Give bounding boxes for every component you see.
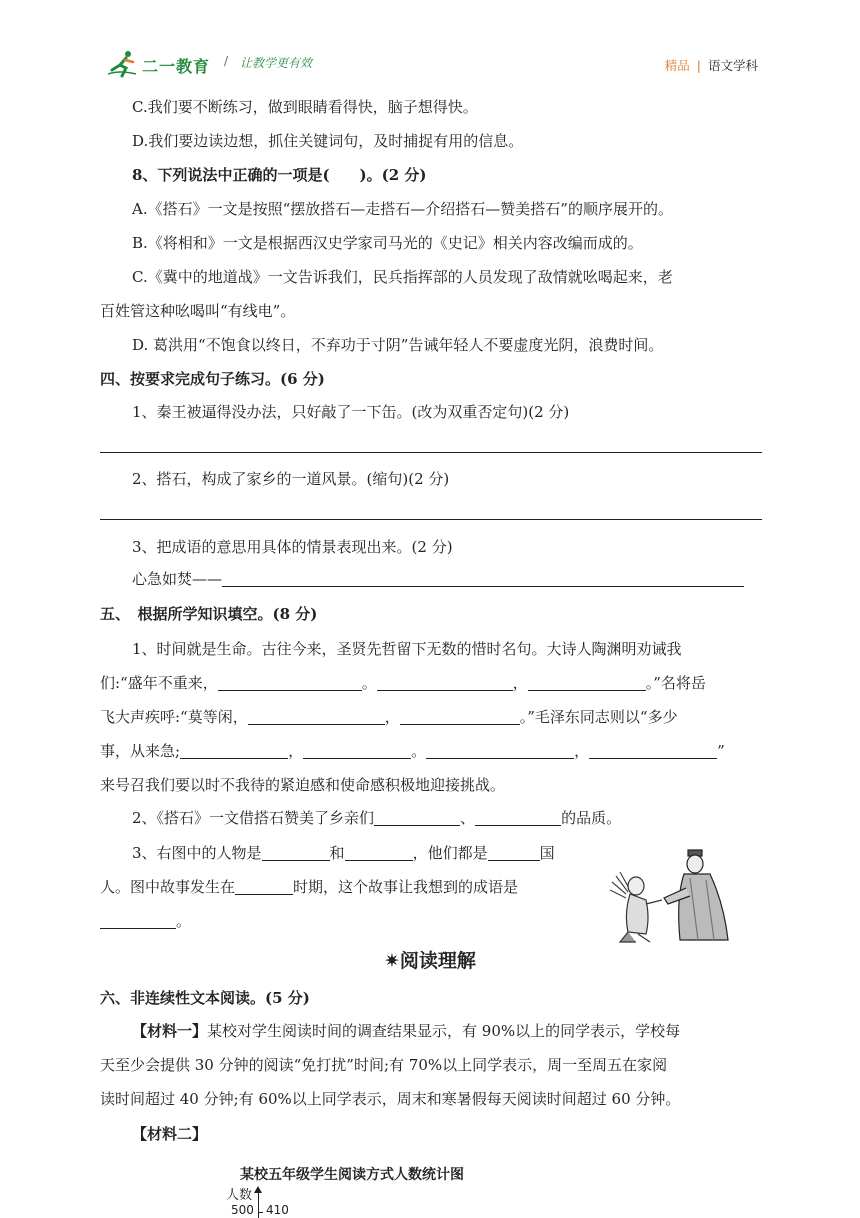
- text-fragment: 。: [176, 912, 192, 930]
- blank[interactable]: [180, 742, 288, 759]
- blank[interactable]: [100, 912, 176, 929]
- brand-name: 二一教育: [142, 57, 211, 76]
- text-fragment: 飞大声疾呼:“莫等闲，: [100, 708, 248, 726]
- text-fragment: 国: [539, 844, 555, 862]
- q8-option-c-line1: C.《冀中的地道战》一文告诉我们，民兵指挥部的人员发现了敌情就吆喝起来，老: [132, 268, 673, 286]
- q8-option-c-line2: 百姓管这种吆喝叫“有线电”。: [100, 302, 296, 320]
- chart-y-axis-label: 人数: [226, 1188, 253, 1203]
- blank[interactable]: [475, 809, 561, 826]
- blank[interactable]: [426, 742, 574, 759]
- section4-q3: 3、把成语的意思用具体的情景表现出来。(2 分): [132, 538, 453, 556]
- chart-y-tick-label: 500: [231, 1203, 254, 1217]
- q8-option-d: D. 葛洪用“不饱食以终日，不弃功于寸阴”告诫年轻人不要虚度光阴，浪费时间。: [132, 336, 664, 354]
- section4-q1: 1、秦王被逼得没办法，只好敲了一下缶。(改为双重否定句)(2 分): [132, 403, 570, 421]
- material1-line2: 天至少会提供 30 分钟的阅读“免打扰”时间;有 70%以上同学表示，周一至周五在家阅: [100, 1056, 668, 1074]
- text-fragment: 某校对学生阅读时间的调查结果显示，有 90%以上的同学表示，学校每: [207, 1022, 681, 1040]
- section5-q1-line1: 1、时间就是生命。古往今来，圣贤先哲留下无数的惜时名句。大诗人陶渊明劝诫我: [132, 640, 682, 658]
- reading-section-title: ✷阅读理解: [384, 950, 476, 972]
- text-fragment: ，: [288, 742, 304, 760]
- blank[interactable]: [303, 742, 411, 759]
- text-fragment: ，: [384, 708, 400, 726]
- answer-line-q2[interactable]: [100, 519, 762, 520]
- chart-y-tick-mark: [258, 1212, 263, 1213]
- header-subject: [665, 56, 758, 74]
- q8-option-a: A.《搭石》一文是按照“摆放搭石—走搭石—介绍搭石—赞美搭石”的顺序展开的。: [132, 200, 673, 218]
- material1-line3: 读时间超过 40 分钟;有 60%以上同学表示，周末和寒暑假每天阅读时间超过 60 分钟。: [100, 1090, 681, 1108]
- section5-q1-line2: [100, 673, 762, 693]
- text-fragment: 人。图中故事发生在: [100, 878, 236, 896]
- chart-y-axis: [258, 1188, 259, 1218]
- blank[interactable]: [262, 844, 330, 861]
- two-figures-image: [606, 848, 740, 946]
- answer-line-q1[interactable]: [100, 452, 762, 453]
- text-fragment: ，: [574, 742, 590, 760]
- text-fragment: 。: [361, 674, 377, 692]
- text-fragment: ，: [512, 674, 528, 692]
- idiom-prompt: 心急如焚——: [132, 570, 223, 588]
- q8-stem: 8、下列说法中正确的一项是( )。(2 分): [132, 166, 427, 184]
- text-fragment: ”: [717, 742, 725, 760]
- blank[interactable]: [248, 708, 385, 725]
- text-fragment: 3、右图中的人物是: [132, 844, 262, 862]
- section5-q1-line4: [100, 741, 762, 761]
- text-fragment: 事，从来急;: [100, 742, 181, 760]
- section5-q2: [132, 808, 762, 828]
- runner-logo-icon: [106, 50, 140, 78]
- blank[interactable]: [488, 844, 540, 861]
- idiom-blank[interactable]: [222, 570, 744, 587]
- q7-option-c: C.我们要不断练习，做到眼睛看得快，脑子想得快。: [132, 98, 478, 116]
- blank[interactable]: [235, 878, 293, 895]
- text-fragment: 时期，这个故事让我想到的成语是: [293, 878, 519, 896]
- text-fragment: 。: [411, 742, 427, 760]
- q8-option-b: B.《将相和》一文是根据西汉史学家司马光的《史记》相关内容改编而成的。: [132, 234, 643, 252]
- subject-label: 语文学科: [707, 58, 758, 73]
- blank[interactable]: [589, 742, 717, 759]
- chart-data-label: 410: [266, 1203, 289, 1217]
- page-header: [100, 44, 762, 84]
- section4-title: 四、按要求完成句子练习。(6 分): [100, 370, 325, 388]
- blank[interactable]: [528, 674, 646, 691]
- text-fragment: 的品质。: [561, 809, 622, 827]
- text-fragment: 。”毛泽东同志则以“多少: [519, 708, 678, 726]
- text-fragment: 和: [329, 844, 345, 862]
- text-fragment: 2、《搭石》一文借搭石赞美了乡亲们: [132, 809, 375, 827]
- blank[interactable]: [218, 674, 362, 691]
- question6-title: 六、非连续性文本阅读。(5 分): [100, 989, 310, 1007]
- blank[interactable]: [374, 809, 460, 826]
- blank[interactable]: [345, 844, 413, 861]
- section5-q1-line3: [100, 707, 762, 727]
- blank[interactable]: [377, 674, 513, 691]
- text-fragment: 、: [460, 809, 476, 827]
- material1-line1: [132, 1021, 762, 1041]
- material1-label: 【材料一】: [132, 1022, 208, 1040]
- brand-logo: [106, 48, 229, 82]
- header-divider: |: [696, 58, 701, 73]
- text-fragment: 们:“盛年不重来，: [100, 674, 218, 692]
- material2-label: 【材料二】: [132, 1125, 208, 1143]
- chart-title: 某校五年级学生阅读方式人数统计图: [240, 1167, 464, 1183]
- text-fragment: ，他们都是: [412, 844, 488, 862]
- quality-tag: 精品: [664, 58, 690, 73]
- blank[interactable]: [400, 708, 520, 725]
- text-fragment: 。”名将岳: [645, 674, 706, 692]
- header-slash: /: [224, 54, 229, 68]
- section5-title: 五、 根据所学知识填空。(8 分): [100, 605, 318, 623]
- story-illustration: [606, 848, 740, 946]
- section4-q2: 2、搭石，构成了家乡的一道风景。(缩句)(2 分): [132, 470, 450, 488]
- section5-q1-line5: 来号召我们要以时不我待的紧迫感和使命感积极地迎接挑战。: [100, 776, 506, 794]
- q7-option-d: D.我们要边读边想，抓住关键词句，及时捕捉有用的信息。: [132, 132, 524, 150]
- header-slogan: 让教学更有效: [240, 56, 313, 70]
- section4-q3-line: [132, 569, 762, 589]
